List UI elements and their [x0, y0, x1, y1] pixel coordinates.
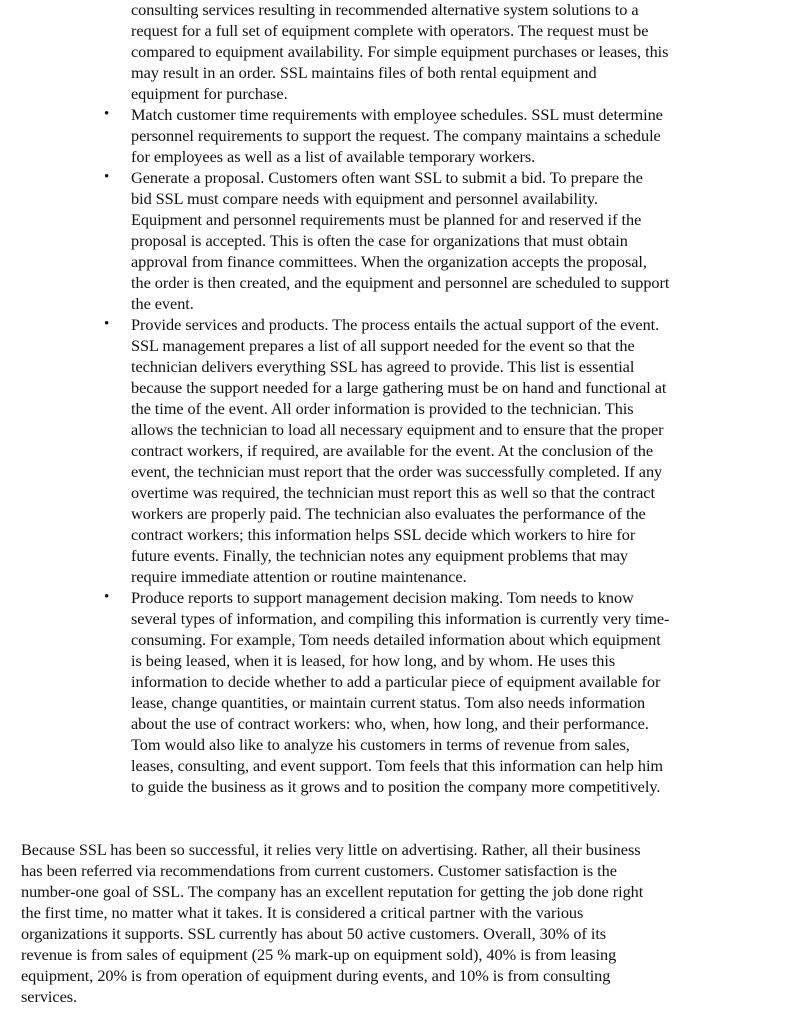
bullet-item-text-line: Produce reports to support management decision making. Tom needs to know: [131, 588, 634, 607]
bullet-item-text-line: Equipment and personnel requirements must be planned for and reserved if the: [131, 210, 642, 229]
bullet-item-text-line: overtime was required, the technician must report this as well so that the contract: [131, 483, 655, 502]
bullet-item-text-line: allows the technician to load all necessary equipment and to ensure that the proper: [131, 420, 664, 439]
bullet-item-text-line: future events. Finally, the technician notes any equipment problems that may: [131, 546, 629, 565]
bullet-item-text-line: SSL management prepares a list of all support needed for the event so that the: [131, 336, 635, 355]
closing-paragraph-line: services.: [21, 987, 78, 1006]
bullet-icon: •: [104, 106, 110, 122]
closing-paragraph-line: has been referred via recommendations from current customers. Customer satisfaction is the: [21, 861, 617, 880]
bullet-item-text-line: Provide services and products. The process entails the actual support of the event.: [131, 315, 660, 334]
bullet-item-text-line: about the use of contract workers: who, when, how long, and their performance.: [131, 714, 649, 733]
bullet-item-text-line: contract workers, if required, are available for the event. At the conclusion of the: [131, 441, 654, 460]
bullet-item-text-line: Match customer time requirements with employee schedules. SSL must determine: [131, 105, 663, 124]
continuation-text-line: compared to equipment availability. For simple equipment purchases or leases, this: [131, 42, 669, 61]
bullet-item-text-line: bid SSL must compare needs with equipment and personnel availability.: [131, 189, 598, 208]
closing-paragraph-line: revenue is from sales of equipment (25 % mark-up on equipment sold), 40% is from leasing: [21, 945, 617, 964]
bullet-item-text-line: event, the technician must report that the order was successfully completed. If any: [131, 462, 663, 481]
bullet-item-text-line: lease, change quantities, or maintain current status. Tom also needs information: [131, 693, 646, 712]
bullet-icon: •: [104, 316, 110, 332]
bullet-item-text-line: several types of information, and compiling this information is currently very time-: [131, 609, 670, 628]
continuation-text-line: request for a full set of equipment complete with operators. The request must be: [131, 21, 649, 40]
bullet-item-text-line: contract workers; this information helps SSL decide which workers to hire for: [131, 525, 636, 544]
continuation-text-line: consulting services resulting in recommended alternative system solutions to a: [131, 0, 639, 19]
bullet-item-text-line: technician delivers everything SSL has agreed to provide. This list is essential: [131, 357, 635, 376]
closing-paragraph-line: number-one goal of SSL. The company has an excellent reputation for getting the job done right: [21, 882, 644, 901]
bullet-item-text-line: proposal is accepted. This is often the case for organizations that must obtain: [131, 231, 628, 250]
bullet-item-text-line: Tom would also like to analyze his customers in terms of revenue from sales,: [131, 735, 630, 754]
closing-paragraph-line: equipment, 20% is from operation of equipment during events, and 10% is from consulting: [21, 966, 611, 985]
bullet-item-text-line: the order is then created, and the equipment and personnel are scheduled to support: [131, 273, 670, 292]
bullet-item-text-line: information to decide whether to add a particular piece of equipment available for: [131, 672, 661, 691]
bullet-item-text-line: is being leased, when it is leased, for how long, and by whom. He uses this: [131, 651, 616, 670]
closing-paragraph-line: organizations it supports. SSL currently has about 50 active customers. Overall, 30% of its: [21, 924, 607, 943]
continuation-text-line: equipment for purchase.: [131, 84, 288, 103]
bullet-item-text-line: approval from finance committees. When the organization accepts the proposal,: [131, 252, 647, 271]
bullet-item-text-line: consuming. For example, Tom needs detailed information about which equipment: [131, 630, 661, 649]
bullet-item-text-line: because the support needed for a large gathering must be on hand and functional at: [131, 378, 667, 397]
continuation-text-line: may result in an order. SSL maintains files of both rental equipment and: [131, 63, 597, 82]
bullet-item-text-line: workers are properly paid. The technician also evaluates the performance of the: [131, 504, 646, 523]
bullet-item-text-line: the event.: [131, 294, 194, 313]
closing-paragraph-line: the first time, no matter what it takes. It is considered a critical partner with the various: [21, 903, 584, 922]
bullet-item-text-line: require immediate attention or routine maintenance.: [131, 567, 467, 586]
bullet-item-text-line: for employees as well as a list of available temporary workers.: [131, 147, 536, 166]
bullet-item-text-line: Generate a proposal. Customers often want SSL to submit a bid. To prepare the: [131, 168, 643, 187]
closing-paragraph-line: Because SSL has been so successful, it relies very little on advertising. Rather, all their business: [21, 840, 641, 859]
bullet-icon: •: [104, 169, 110, 185]
bullet-item-text-line: personnel requirements to support the request. The company maintains a schedule: [131, 126, 661, 145]
bullet-icon: •: [104, 589, 110, 605]
bullet-item-text-line: the time of the event. All order information is provided to the technician. This: [131, 399, 634, 418]
bullet-item-text-line: leases, consulting, and event support. Tom feels that this information can help him: [131, 756, 664, 775]
bullet-item-text-line: to guide the business as it grows and to position the company more competitively.: [131, 777, 661, 796]
